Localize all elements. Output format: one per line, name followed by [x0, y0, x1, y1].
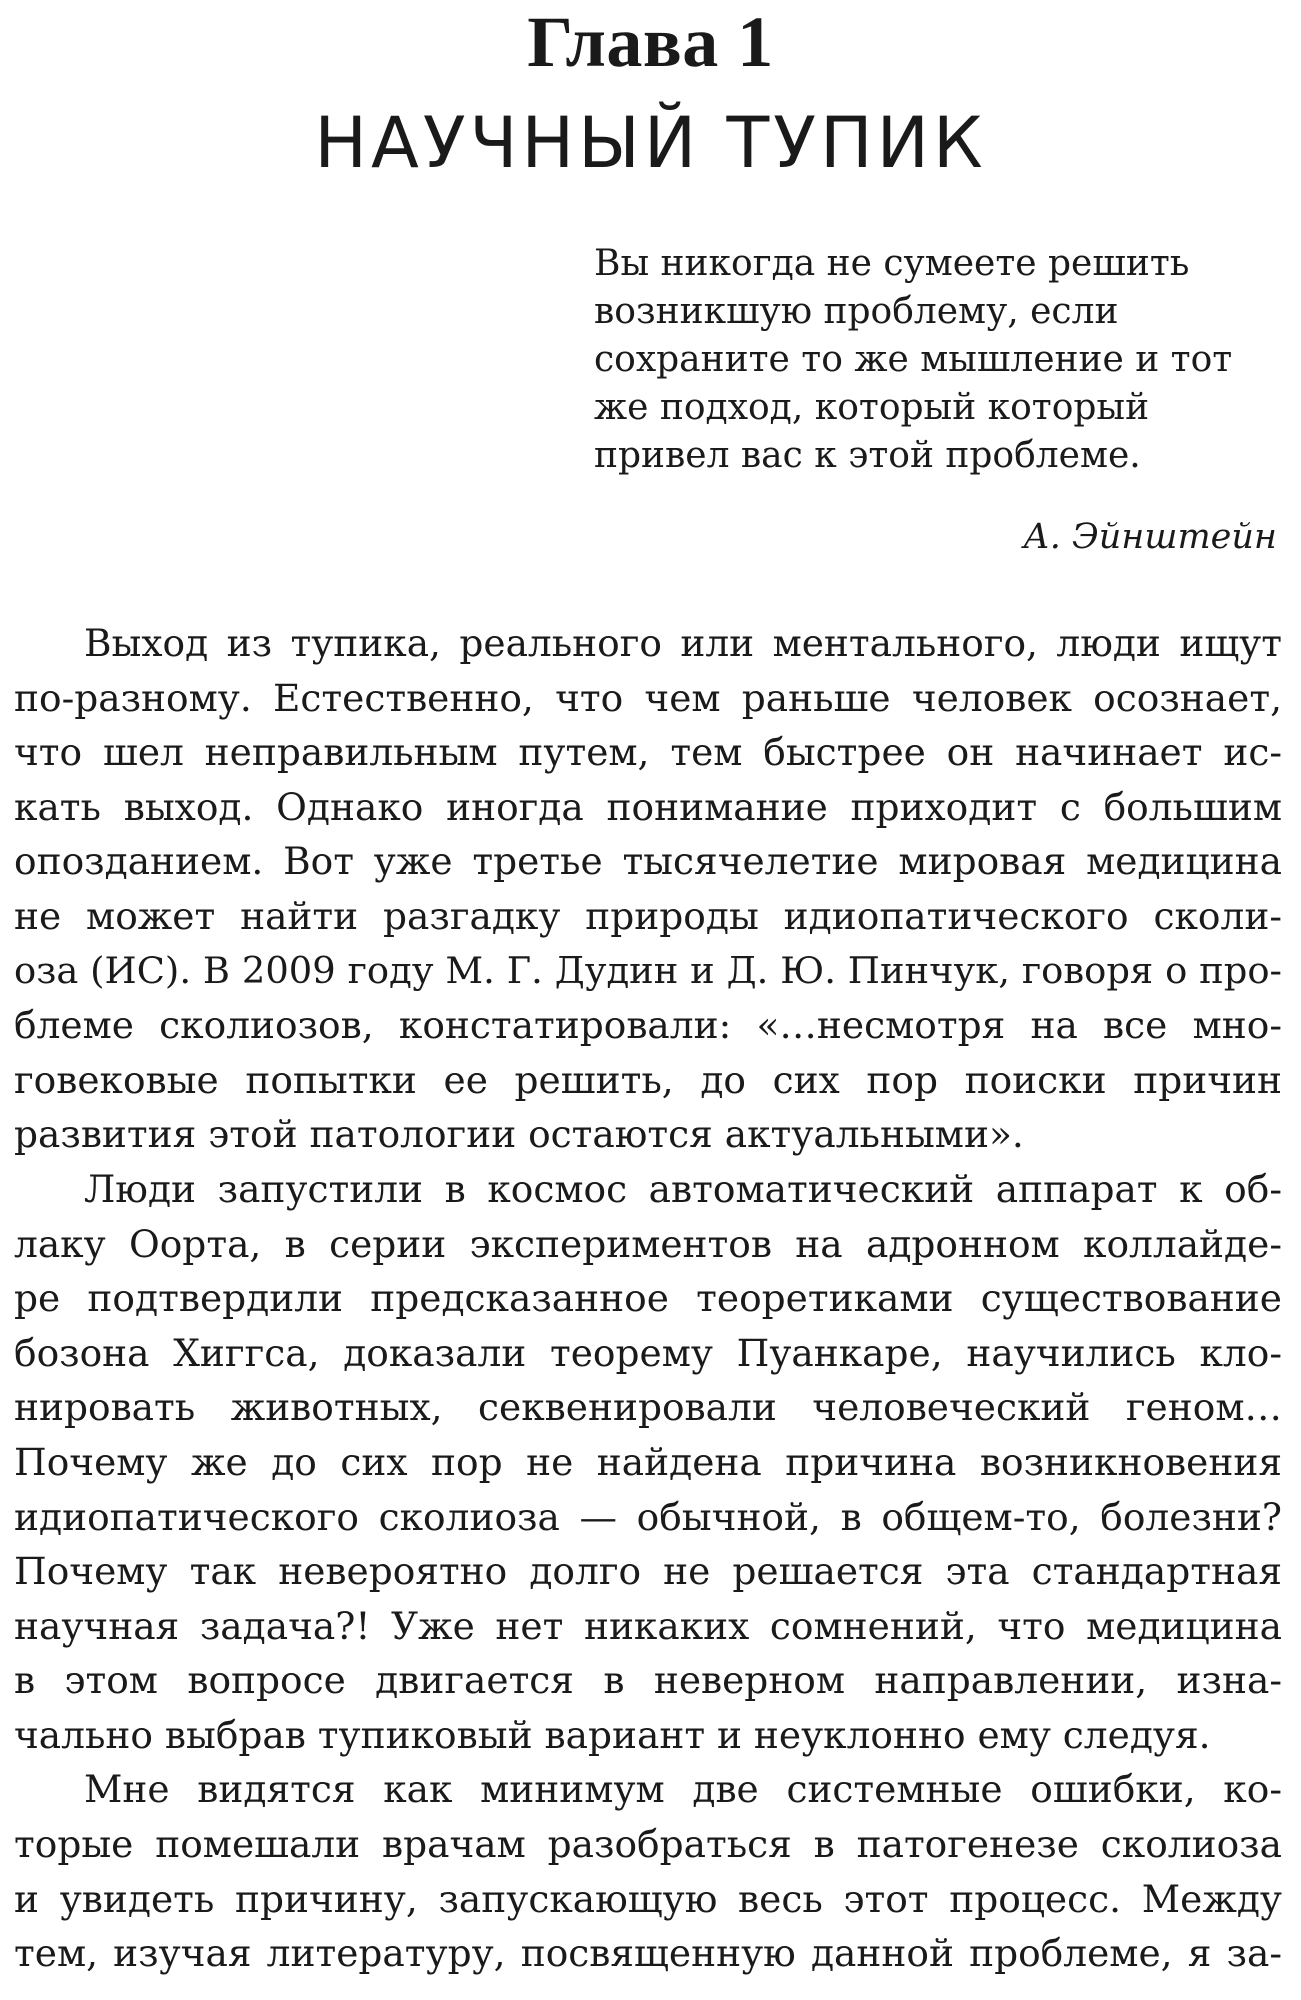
- text-line: тем, изучая литературу, посвященную данной проблеме, я за-: [14, 1931, 1282, 1976]
- text-line: нировать животных, секвенировали человеческий геном…: [14, 1385, 1282, 1430]
- text-line: кать выход. Однако иногда понимание приходит с большим: [14, 784, 1282, 829]
- text-line: бозона Хиггса, доказали теорему Пуанкаре, научились кло-: [14, 1330, 1282, 1375]
- epigraph-line: возникшую проблему, если: [594, 291, 1119, 332]
- epigraph-quote: [594, 240, 1284, 480]
- epigraph-author: А. Эйнштейн: [1023, 517, 1277, 557]
- text-line: что шел неправильным путем, тем быстрее он начинает ис-: [14, 730, 1282, 775]
- chapter-title: НАУЧНЫЙ ТУПИК: [314, 102, 987, 184]
- body-text: [14, 616, 1282, 1981]
- text-line: в этом вопросе двигается в неверном направлении, изна-: [14, 1658, 1282, 1703]
- text-line: Люди запустили в космос автоматический аппарат к об-: [84, 1166, 1282, 1211]
- text-line: чально выбрав тупиковый вариант и неуклонно ему следуя.: [14, 1712, 1211, 1757]
- text-line: ре подтвердили предсказанное теоретиками существование: [14, 1276, 1282, 1321]
- epigraph-line: привел вас к этой проблеме.: [594, 435, 1141, 476]
- text-line: не может найти разгадку природы идиопатического сколи-: [14, 893, 1282, 938]
- chapter-number: Глава 1: [527, 2, 774, 82]
- text-line: Почему же до сих пор не найдена причина возникновения: [14, 1439, 1282, 1484]
- text-line: и увидеть причину, запускающую весь этот процесс. Между: [14, 1876, 1282, 1921]
- text-line: торые помешали врачам разобраться в патогенезе сколиоза: [14, 1822, 1282, 1867]
- text-line: идиопатического сколиоза — обычной, в общем-то, болезни?: [14, 1494, 1282, 1539]
- text-line: Выход из тупика, реального или ментального, люди ищут: [84, 621, 1282, 665]
- text-line: блеме сколиозов, констатировали: «…несмотря на все мно-: [14, 1003, 1282, 1048]
- epigraph-line: же подход, который который: [594, 387, 1150, 428]
- text-line: Мне видятся как минимум две системные ошибки, ко-: [84, 1767, 1282, 1812]
- text-line: научная задача?! Уже нет никаких сомнений, что медицина: [14, 1603, 1282, 1648]
- text-line: Почему так невероятно долго не решается эта стандартная: [14, 1549, 1282, 1594]
- epigraph-line: сохраните то же мышление и тот: [594, 339, 1233, 380]
- text-line: по-разному. Естественно, что чем раньше человек осознает,: [14, 675, 1282, 720]
- text-line: опозданием. Вот уже третье тысячелетие мировая медицина: [14, 839, 1282, 884]
- text-line: оза (ИС). В 2009 году М. Г. Дудин и Д. Ю. Пинчук, говоря о про-: [14, 948, 1282, 992]
- text-line: говековые попытки ее решить, до сих пор поиски причин: [14, 1057, 1282, 1102]
- text-line: развития этой патологии остаются актуальными».: [14, 1112, 1024, 1157]
- epigraph-line: Вы никогда не сумеете решить: [594, 243, 1190, 284]
- text-line: лаку Оорта, в серии экспериментов на адронном коллайде-: [14, 1221, 1282, 1266]
